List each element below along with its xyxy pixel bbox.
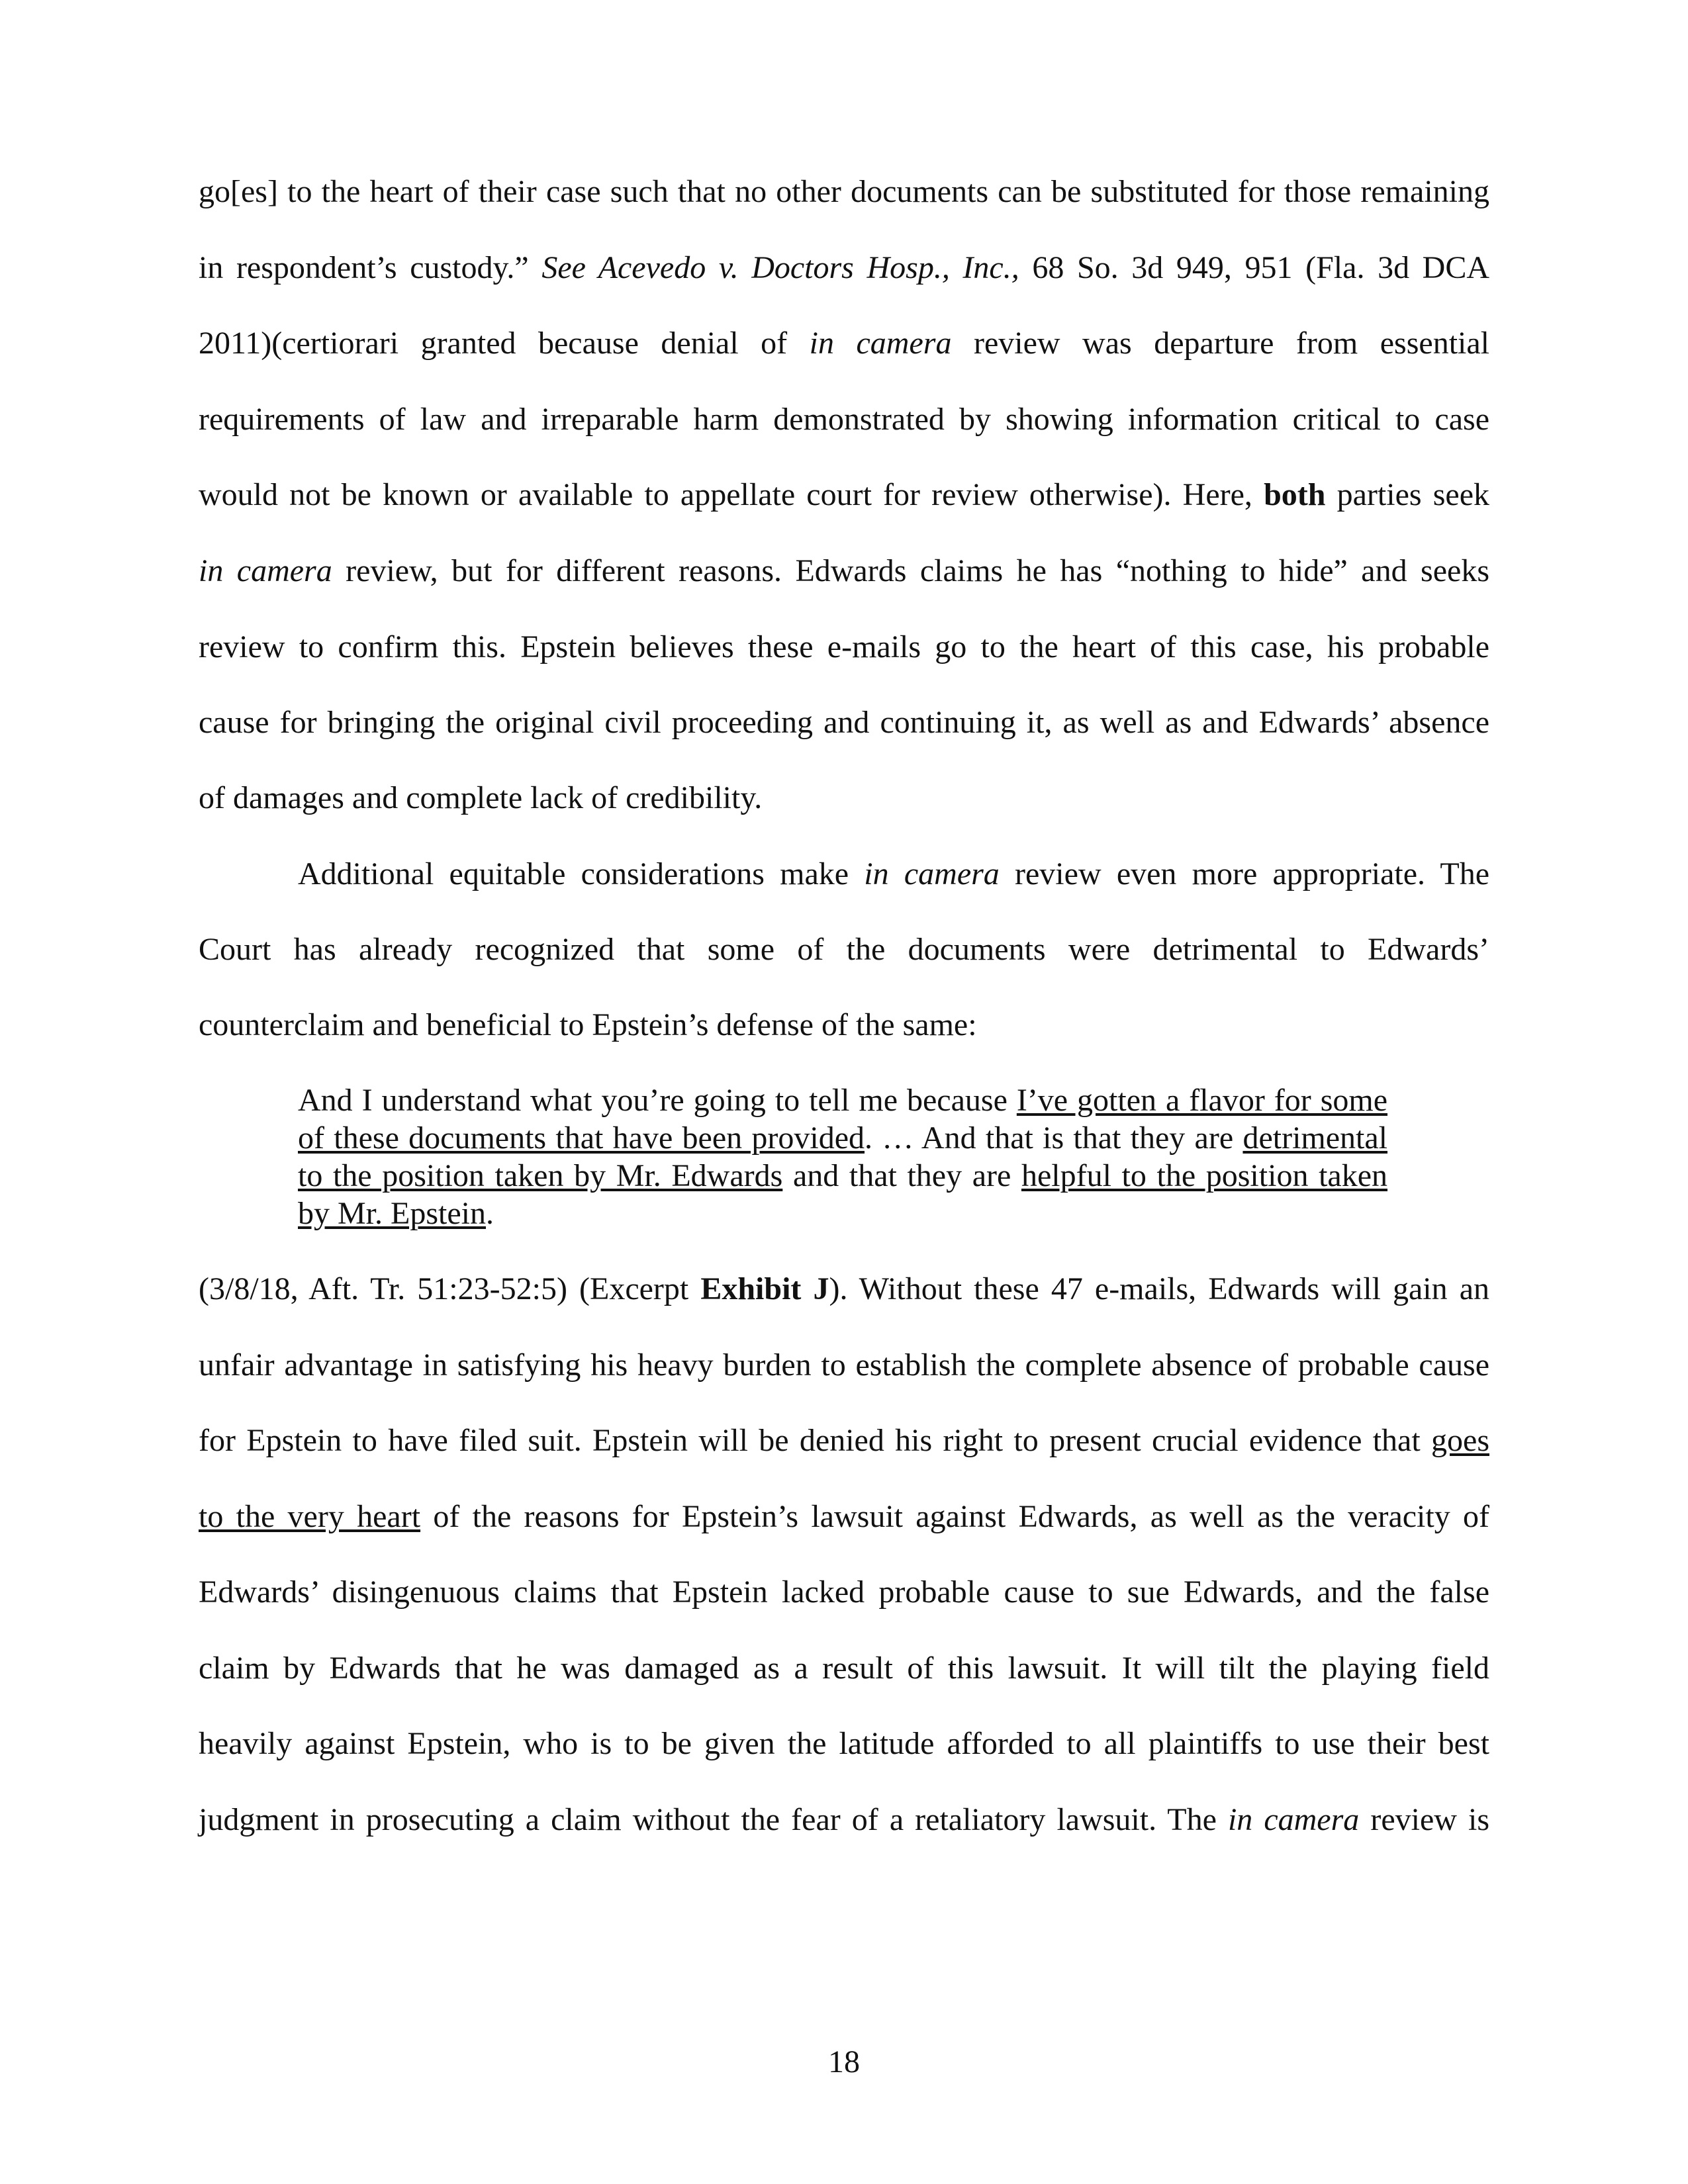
case-citation: See Acevedo v. Doctors Hosp., Inc., [541, 250, 1019, 285]
paragraph-line: counterclaim and beneficial to Epstein’s defense of the same: [199, 1007, 977, 1042]
quote-line: And I understand what you’re going to tell me because I’ve gotten a flavor for some [298, 1083, 1388, 1118]
paragraph-line: 2011)(certiorari granted because denial of in camera review was departure from essential [199, 326, 1489, 361]
paragraph-line: for Epstein to have filed suit. Epstein will be denied his right to present crucial evidence that goes [199, 1423, 1489, 1458]
paragraph-line: cause for bringing the original civil proceeding and continuing it, as well as and Edwards’ absence [199, 705, 1489, 740]
paragraph-line: Edwards’ disingenuous claims that Epstein lacked probable cause to sue Edwards, and the false [199, 1574, 1489, 1610]
page-number: 18 [828, 2044, 860, 2079]
quote-line: to the position taken by Mr. Edwards and that they are helpful to the position taken [298, 1158, 1388, 1193]
exhibit-reference: Exhibit J [700, 1271, 829, 1306]
paragraph-line: unfair advantage in satisfying his heavy burden to establish the complete absence of probable cause [199, 1347, 1489, 1383]
quote-line: of these documents that have been provided. … And that is that they are detrimental [298, 1120, 1388, 1156]
paragraph-line: go[es] to the heart of their case such that no other documents can be substituted for those remaining [199, 174, 1489, 209]
paragraph-line: in respondent’s custody.” See Acevedo v. Doctors Hosp., Inc., 68 So. 3d 949, 951 (Fla. 3d DCA [199, 250, 1490, 285]
quote-line: by Mr. Epstein. [298, 1196, 494, 1231]
paragraph-line: review to confirm this. Epstein believes these e-mails go to the heart of this case, his probable [199, 629, 1489, 664]
paragraph-line: judgment in prosecuting a claim without the fear of a retaliatory lawsuit. The in camera review is [199, 1802, 1489, 1837]
paragraph-line: heavily against Epstein, who is to be given the latitude afforded to all plaintiffs to use their best [199, 1726, 1489, 1761]
paragraph-line: of damages and complete lack of credibility. [199, 780, 763, 815]
paragraph-line: requirements of law and irreparable harm demonstrated by showing information critical to case [199, 402, 1489, 437]
paragraph-line: Court has already recognized that some of the documents were detrimental to Edwards’ [199, 932, 1489, 967]
paragraph-line: claim by Edwards that he was damaged as a result of this lawsuit. It will tilt the playing field [199, 1651, 1489, 1686]
paragraph-line: in camera review, but for different reasons. Edwards claims he has “nothing to hide” and seeks [199, 553, 1490, 588]
paragraph-line: Additional equitable considerations make in camera review even more appropriate. The [298, 856, 1489, 891]
paragraph-line: would not be known or available to appellate court for review otherwise). Here, both parties seek [199, 477, 1490, 512]
paragraph-line: to the very heart of the reasons for Epstein’s lawsuit against Edwards, as well as the veracity of [199, 1499, 1490, 1534]
paragraph-line: (3/8/18, Aft. Tr. 51:23-52:5) (Excerpt Exhibit J). Without these 47 e-mails, Edwards will gain an [199, 1271, 1490, 1306]
